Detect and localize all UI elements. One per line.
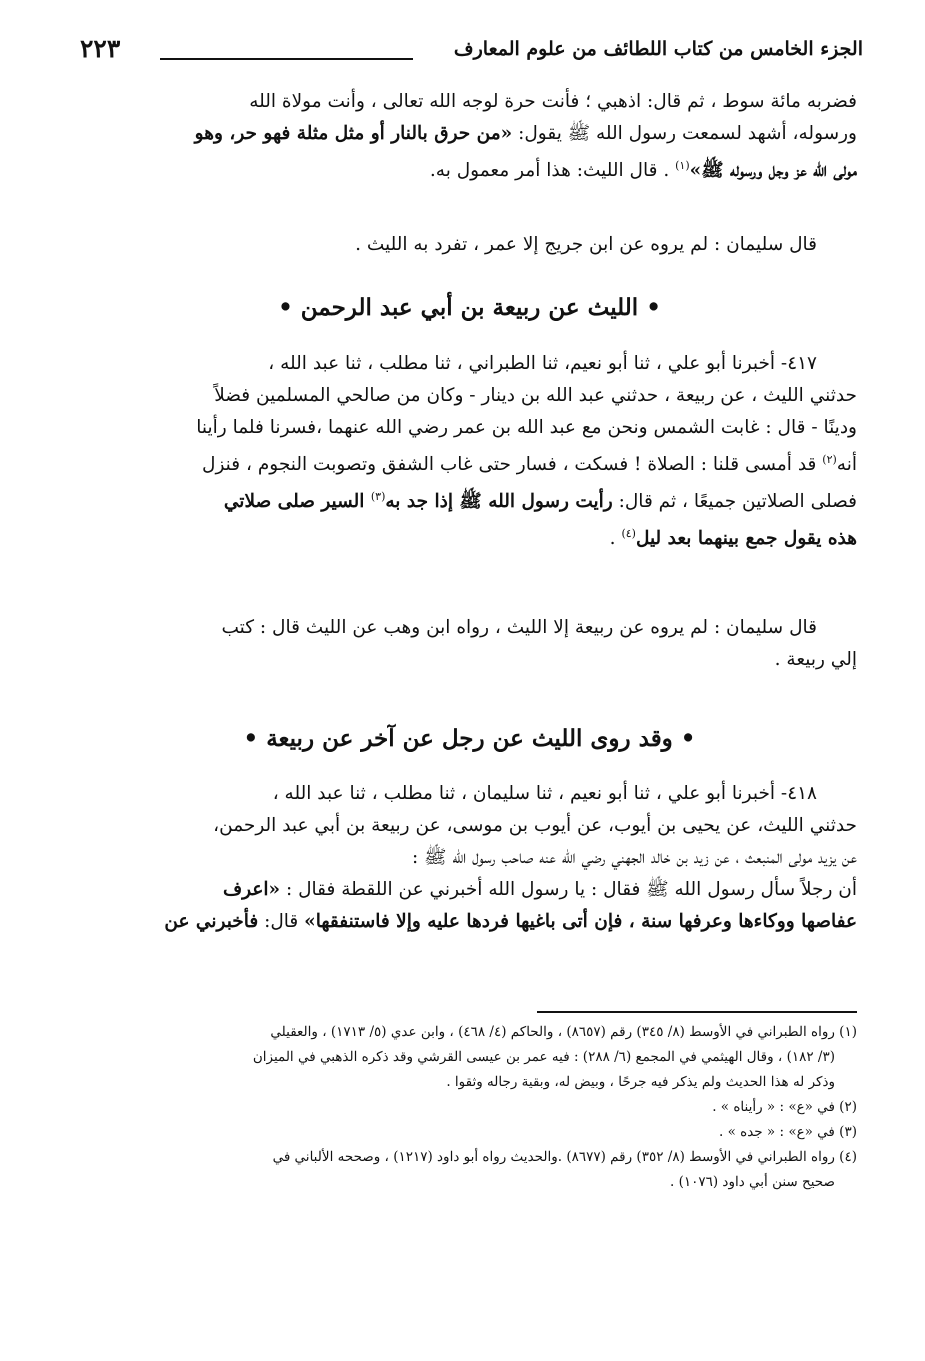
note-paragraph-1 — [82, 229, 857, 261]
footnote-ref: (٣) — [370, 490, 386, 504]
text-span: قد أمسى قلنا : الصلاة ! فسكت ، فسار حتى غاب الشفق وتصوبت النجوم ، فنزل — [202, 454, 823, 476]
text-line: ودينًا - قال : غابت الشمس ونحن مع عبد الله بن عمر رضي الله عنهما ،فسرنا فلما رأينا — [196, 417, 857, 438]
text-line: إلي ربيعة . — [774, 649, 857, 670]
text-span: قال: — [258, 911, 305, 932]
text-line — [82, 874, 857, 906]
text-line — [82, 906, 857, 938]
text-line: ٤١٨- أخبرنا أبو علي ، ثنا أبو نعيم ، ثنا سليمان ، ثنا مطلب ، ثنا عبد الله ، — [272, 783, 817, 804]
footnotes — [70, 1020, 857, 1195]
footnote-4: (٤) رواه الطبراني في الأوسط (٨/ ٣٥٢) رقم (٨٦٧٧) .والحديث رواه أبو داود (١٢١٧) ، وصححه الألباني في — [272, 1149, 857, 1165]
text-span: فصلى الصلاتين جميعًا ، ثم قال: — [612, 491, 857, 513]
page-number: ٢٢٣ — [80, 34, 121, 63]
text-span: . قال الليث: هذا أمر معمول به. — [429, 160, 676, 182]
footnote-3: (٣) في «ع» : « جده » . — [719, 1124, 857, 1140]
text-span: . — [609, 528, 622, 550]
hadith-quote: مولى الله عز وجل ورسوله ﷺ» — [689, 160, 857, 182]
hadith-quote: رأيت رسول الله ﷺ إذا جد به — [385, 491, 613, 513]
text-span: ورسوله، أشهد لسمعت رسول الله ﷺ يقول: — [512, 123, 857, 144]
running-title: الجزء الخامس من كتاب اللطائف من علوم المعارف — [453, 38, 863, 60]
hadith-quote: عفاصها ووكاءها وعرفها سنة ، فإن أتى باغيها فردها عليه وإلا فاستنفقها» — [304, 911, 857, 932]
text-line: فضربه مائة سوط ، ثم قال: اذهبي ؛ فأنت حرة لوجه الله تعالى ، وأنت مولاة الله — [249, 91, 857, 112]
hadith-quote: فأخبرني عن — [164, 911, 259, 932]
text-line: حدثني الليث، عن يحيى بن أيوب، عن أيوب بن موسى، عن ربيعة بن أبي عبد الرحمن، — [213, 815, 857, 836]
text-line — [82, 518, 857, 555]
text-line — [82, 118, 857, 150]
footnote-1-cont: (٣/ ١٨٢) ، وقال الهيثمي في المجمع (٦/ ٢٨٨) : فيه عمر بن عيسى القرشي وقد ذكره الذهبي في الميزان — [252, 1049, 835, 1065]
footnote-2: (٢) في «ع» : « رأيناه » . — [712, 1099, 857, 1115]
footnote-ref: (٤) — [621, 527, 636, 541]
text-span: أن رجلاً سأل رسول الله ﷺ فقال : يا رسول الله أخبرني عن اللقطة فقال : — [280, 879, 857, 900]
text-line: ٤١٧- أخبرنا أبو علي ، ثنا أبو نعيم، ثنا الطبراني ، ثنا مطلب ، ثنا عبد الله ، — [268, 353, 817, 374]
text-span: أنه — [836, 454, 857, 476]
section-heading-1: • الليث عن ربيعة بن أبي عبد الرحمن • — [278, 294, 661, 321]
text-line: قال سليمان : لم يروه عن ربيعة إلا الليث ، رواه ابن وهب عن الليث قال : كتب — [221, 617, 817, 638]
hadith-417 — [82, 348, 857, 555]
footnote-1: (١) رواه الطبراني في الأوسط (٨/ ٣٤٥) رقم (٨٦٥٧) ، والحاكم (٤/ ٤٦٨) ، وابن عدي (٥/ ١٧١٣) ، والعقيلي — [270, 1024, 857, 1040]
footnote-ref: (١) — [675, 159, 690, 172]
footnote-4-cont: صحيح سنن أبي داود (١٠٧٦) . — [670, 1174, 835, 1190]
intro-paragraph — [82, 86, 857, 187]
footnote-ref: (٢) — [822, 453, 837, 466]
page-header — [80, 34, 863, 74]
header-rule — [160, 58, 413, 60]
hadith-quote: هذه يقول جمع بينهما بعد ليل — [635, 528, 857, 550]
text-line: قال سليمان : لم يروه عن ابن جريج إلا عمر ، تفرد به الليث . — [355, 234, 817, 255]
hadith-418 — [82, 778, 857, 938]
footnote-1-cont: وذكر له هذا الحديث ولم يذكر فيه جرحًا ، وبيض له، وبقية رجاله وثقوا . — [446, 1074, 835, 1090]
footnote-separator — [537, 1011, 857, 1013]
text-line — [82, 150, 857, 187]
hadith-quote: «من حرق بالنار أو مثل مثلة فهو حر، وهو — [194, 123, 513, 144]
hadith-quote: «اعرف — [222, 879, 281, 900]
section-heading-2: • وقد روى الليث عن رجل عن آخر عن ربيعة • — [243, 725, 696, 752]
hadith-quote: السير صلى صلاتي — [223, 491, 371, 513]
text-line: حدثني الليث ، عن ربيعة ، حدثني عبد الله بن دينار - وكان من صالحي المسلمين فضلاً — [214, 385, 857, 406]
text-line: عن يزيد مولى المنبعث ، عن زيد بن خالد الجهني رضي الله عنه صاحب رسول الله ﷺ : — [412, 847, 857, 868]
text-line — [82, 481, 857, 518]
text-line — [82, 444, 857, 481]
note-paragraph-2 — [82, 612, 857, 676]
